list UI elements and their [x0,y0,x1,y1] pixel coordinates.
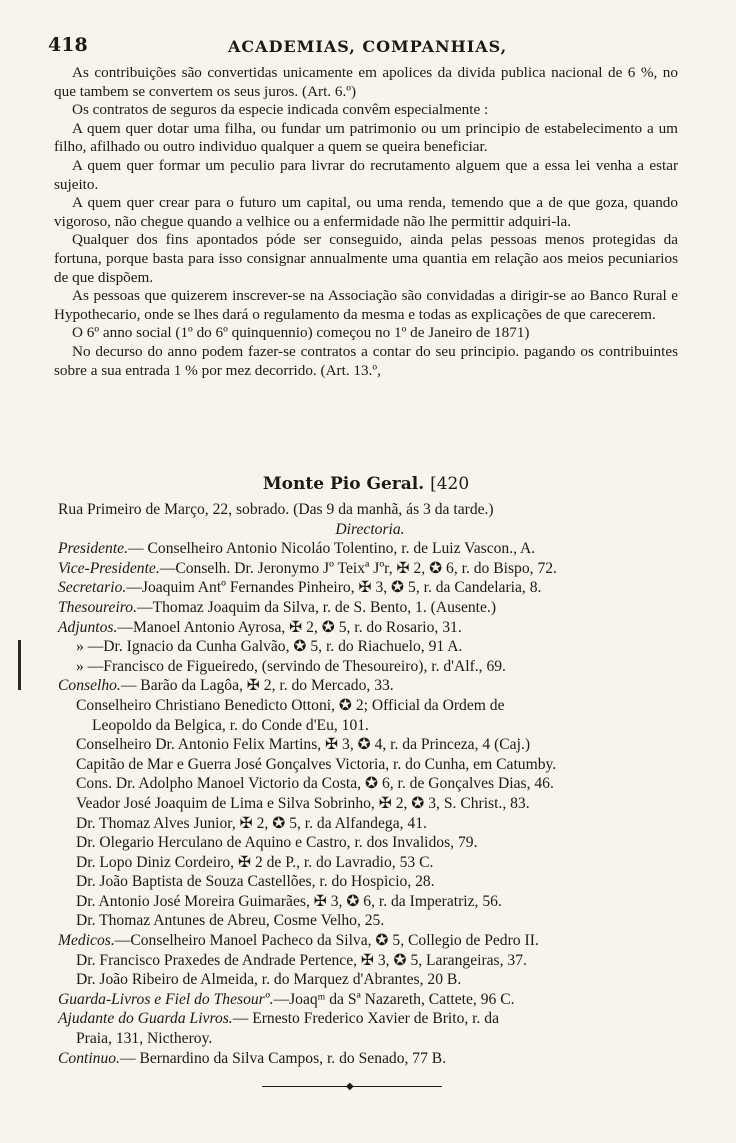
entry-text: —Conselheiro Manoel Pacheco da Silva, ✪ 5, Collegio de Pedro II. [114,932,539,950]
directory-entry [58,892,682,912]
directory-list [58,500,682,1068]
section-subtitle: Directoria. [335,520,405,538]
entry-text: Leopoldo da Belgica, r. do Conde d'Eu, 101. [92,716,369,734]
entry-role: Medicos. [58,932,115,950]
directory-entry [58,1029,682,1049]
entry-role: Secretario. [58,579,127,597]
page-number: 418 [48,34,88,56]
entry-text: — Bernardino da Silva Campos, r. do Senado, 77 B. [119,1049,447,1067]
directory-entry [58,716,682,736]
entry-text: — Ernesto Frederico Xavier de Brito, r. da [232,1010,500,1028]
directory-entry [58,990,682,1010]
entry-text: » —Dr. Ignacio da Cunha Galvão, ✪ 5, r. do Riachuelo, 91 A. [76,638,463,656]
paragraph: Os contratos de seguros da especie indicada convêm especialmente : [72,101,489,119]
entry-role: Vice-Presidente. [58,559,160,577]
entry-text: Conselheiro Christiano Benedicto Ottoni, ✪ 2; Official da Ordem de [76,696,505,714]
section-name: Monte Pio Geral. [262,474,425,494]
entry-text: Praia, 131, Nictheroy. [76,1030,213,1048]
paragraph: As pessoas que quizerem inscrever-se na Associação são convidadas a dirigir-se ao Banco Rural e Hypothecario, onde se lhes dará o regulamento da mesma e todas as explicações de que carecerem. [54,287,678,323]
directory-entry [58,637,682,657]
intro-text [54,64,678,380]
entry-text: Dr. Lopo Diniz Cordeiro, ✠ 2 de P., r. do Lavradio, 53 C. [76,853,434,871]
directory-entry [58,814,682,834]
entry-text: Veador José Joaquim de Lima e Silva Sobrinho, ✠ 2, ✪ 3, S. Christ., 83. [76,794,530,812]
entry-role: Conselho. [58,677,121,695]
directory-entry [58,853,682,873]
entry-text: Cons. Dr. Adolpho Manoel Victorio da Costa, ✪ 6, r. de Gonçalves Dias, 46. [76,775,554,793]
entry-text: Dr. Thomaz Alves Junior, ✠ 2, ✪ 5, r. da Alfandega, 41. [76,814,427,832]
directory-entry [58,598,682,618]
entry-role: Continuo. [58,1049,120,1067]
entry-role: Guarda-Livros e Fiel do Thesourº. [58,990,274,1008]
directory-entry [58,676,682,696]
margin-mark [18,640,21,690]
paragraph: A quem quer crear para o futuro um capital, ou uma renda, temendo que a de que goza, quando vigoroso, não chegue quando a velhice ou a enfermidade não lhe permittir adquiri-la. [54,194,678,230]
entry-text: » —Francisco de Figueiredo, (servindo de Thesoureiro), r. d'Alf., 69. [76,657,506,675]
directory-entry [58,951,682,971]
directory-entry [58,872,682,892]
section-address: Rua Primeiro de Março, 22, sobrado. (Das 9 da manhã, ás 3 da tarde.) [58,501,494,518]
entry-text: Dr. João Baptista de Souza Castellões, r. do Hospicio, 28. [76,873,435,891]
directory-entry [58,931,682,951]
directory-entry [58,578,682,598]
entry-text: Capitão de Mar e Guerra José Gonçalves Victoria, r. do Cunha, em Catumby. [76,755,557,773]
directory-entry [58,755,682,775]
directory-entry [58,559,682,579]
entry-text: —Manoel Antonio Ayrosa, ✠ 2, ✪ 5, r. do Rosario, 31. [117,618,462,636]
entry-role: Thesoureiro. [58,598,137,616]
paragraph: Qualquer dos fins apontados póde ser conseguido, ainda pelas pessoas menos protegidas da fortuna, porque basta para isso consignar annualmente uma quantia em relação aos meios pecuniarios de que dispõem. [54,231,678,286]
directory-entry [58,657,682,677]
directory-entry [58,735,682,755]
entry-text: —Joaqᵐ da Sª Nazareth, Cattete, 96 C. [273,990,515,1008]
section-title [54,474,678,494]
entry-text: Dr. João Ribeiro de Almeida, r. do Marquez d'Abrantes, 20 B. [76,971,462,989]
directory-entry [58,618,682,638]
running-title: ACADEMIAS, COMPANHIAS, [228,37,508,56]
entry-text: —Conselh. Dr. Jeronymo Jº Teixª Jºr, ✠ 2, ✪ 6, r. do Bispo, 72. [159,559,557,577]
entry-text: — Conselheiro Antonio Nicoláo Tolentino, r. de Luiz Vascon., A. [128,540,536,558]
paragraph: A quem quer dotar uma filha, ou fundar um patrimonio ou um principio de estabelecimento a um filho, afilhado ou outro individuo qualquer a quem se queira beneficiar. [54,119,678,156]
entry-text: Dr. Olegario Herculano de Aquino e Castro, r. dos Invalidos, 79. [76,834,478,852]
directory-entry [58,1009,682,1029]
entry-role: Presidente. [58,540,129,558]
page-header [48,34,688,60]
entry-role: Ajudante do Guarda Livros. [58,1010,233,1028]
directory-entry [58,833,682,853]
paragraph: O 6º anno social (1º do 6º quinquennio) começou no 1º de Janeiro de 1871) [72,324,530,342]
entry-text: —Thomaz Joaquim da Silva, r. de S. Bento, 1. (Ausente.) [136,598,497,616]
directory-entry [58,774,682,794]
paragraph: As contribuições são convertidas unicamente em apolices da divida publica nacional de 6 %, no que tambem se convertem os seus juros. (Art. 6.º) [54,64,678,100]
directory-entry [58,696,682,716]
section-ref: [420 [430,474,470,494]
ornament-icon: ◆ [346,1081,354,1092]
directory-entry [58,794,682,814]
entry-text: Dr. Francisco Praxedes de Andrade Pertence, ✠ 3, ✪ 5, Larangeiras, 37. [76,951,527,969]
entry-text: —Joaquim Antº Fernandes Pinheiro, ✠ 3, ✪ 5, r. da Candelaria, 8. [126,579,542,597]
entry-text: Dr. Antonio José Moreira Guimarães, ✠ 3, ✪ 6, r. da Imperatriz, 56. [76,892,502,910]
directory-entry [58,1049,682,1069]
directory-entry [58,911,682,931]
directory-entry [58,970,682,990]
entry-role: Adjuntos. [58,618,118,636]
directory-entry [58,539,682,559]
paragraph: A quem quer formar um peculio para livrar do recrutamento alguem que a essa lei venha a estar sujeito. [54,156,678,193]
entry-text: Conselheiro Dr. Antonio Felix Martins, ✠ 3, ✪ 4, r. da Princeza, 4 (Caj.) [76,736,531,754]
paragraph: No decurso do anno podem fazer-se contratos a contar do seu principio. pagando os contribuintes sobre a sua entrada 1 % por mez decorrido. (Art. 13.º, [54,342,678,379]
entry-text: — Barão da Lagôa, ✠ 2, r. do Mercado, 33. [120,677,394,695]
entry-text: Dr. Thomaz Antunes de Abreu, Cosme Velho, 25. [76,912,385,930]
